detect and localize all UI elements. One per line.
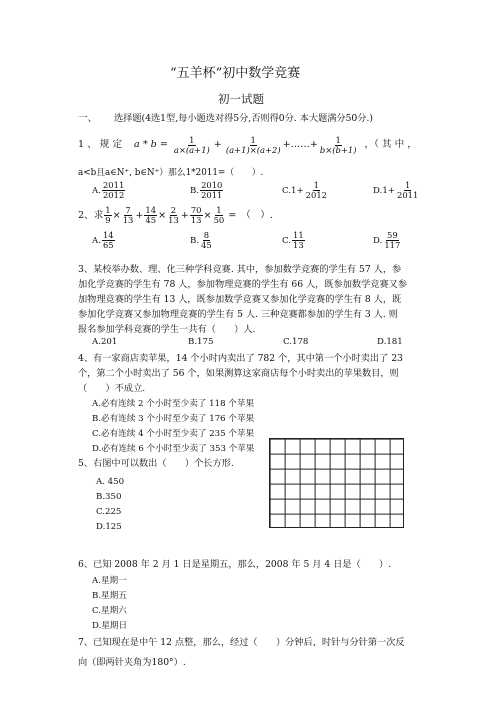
q4-option-c: C.必有连续 4 个小时至少卖了 235 个苹果: [92, 429, 255, 439]
q5-option-d: D.125: [96, 522, 122, 532]
q6-option-b: B.星期五: [92, 591, 127, 601]
q1-option-a: A. $\frac{2011}{2012}$: [92, 180, 125, 200]
q4-options: [92, 397, 254, 457]
q2-option-b: B. $\frac{8}{45}$: [190, 230, 212, 250]
q6-option-c: C.星期六: [92, 606, 127, 616]
question-4: 4、有一家商店卖苹果，14 个小时内卖出了 782 个，其中第一个小时卖出了 23 个，第二个小时卖出了 56 个，如果测算这家商店每个小时卖出的苹果数目，则 （ ）不成立.: [78, 353, 403, 394]
q1-expr: a * b =: [134, 139, 168, 150]
question-5: 5、右图中可以数出（ ）个长方形.: [78, 458, 234, 469]
q1-fraction-2: $\frac{1}{(a+1)\times(a+2)}$: [225, 134, 281, 155]
q1-fraction-1: $\frac{1}{a\times(a+1)}$: [173, 134, 210, 155]
q2-option-a: A. $\frac{14}{65}$: [92, 230, 114, 250]
q1-condition: a<b且a∈N⁺, b∈N⁺）那么1*2011=（ ）.: [78, 168, 264, 178]
q1-lead: 1 、 规 定: [78, 139, 123, 150]
q4-option-d: D.必有连续 6 个小时至少卖了 353 个苹果: [92, 444, 255, 454]
q2-option-d: D. $\frac{59}{117}$: [373, 230, 401, 250]
q6-option-a: A.星期一: [92, 576, 127, 586]
q4-option-b: B.必有连续 3 个小时至少卖了 176 个苹果: [92, 414, 255, 424]
page-title: “五羊杯”初中数学竞赛: [170, 66, 301, 81]
q6-options: [92, 574, 127, 634]
q1-option-c: C.1+ $\frac{1}{2012}$: [282, 180, 327, 200]
q5-option-b: B.350: [96, 492, 122, 502]
q3-option-c: C.178: [283, 337, 309, 347]
question-1: 1 、 规 定 a * b = $\frac{1}{a\times(a+1)}$ + $\frac{1}{(a+1)\times(a+2)}$ +……+ $\frac{1}{b\times(b+1)}$ ，（ 其 中 ，: [78, 134, 417, 155]
page-subtitle: 初一试题: [218, 92, 264, 106]
q2-option-c: C. $\frac{11}{13}$: [282, 230, 304, 250]
question-2: 2、求 $\frac{1}{9}$ × $\frac{7}{13}$ + $\frac{14}{45}$ × $\frac{2}{13}$ + $\frac{70}{13}$ × $\frac{1}{50}$ = （ ）.: [78, 205, 273, 225]
q1-fraction-3: $\frac{1}{b\times(b+1)}$: [319, 134, 357, 155]
q5-option-c: C.225: [96, 507, 122, 517]
q3-option-b: B.175: [188, 337, 214, 347]
q3-option-a: A.201: [92, 337, 118, 347]
question-3: 3、某校举办数、理、化三种学科竞赛. 其中，参加数学竞赛的学生有 57 人，参 加化学竞赛的学生有 78 人，参加物理竞赛的学生有 66 人，既参加数学竞赛又参 加物理竞赛的学生有 13 人，既参加数学竞赛又参加化学竞赛的学生有 8 人，既 参加化学竞赛又参加物理竞赛的学生有 5 人. 三种竞赛都参加的学生有 3 人. 则 报名参加学科竞赛的学生一共有（ ）人.: [78, 264, 408, 335]
section-number: 一、: [78, 113, 98, 124]
q1-option-b: B. $\frac{2010}{2011}$: [190, 180, 223, 200]
q5-option-a: A. 450: [96, 477, 125, 487]
section-heading: 选择题(4选1型,每小题选对得5分,否则得0分. 本大题满分50分.): [114, 113, 373, 124]
q4-option-a: A.必有连续 2 个小时至少卖了 118 个苹果: [92, 399, 255, 409]
rectangle-grid-figure: [269, 438, 404, 528]
question-7-line-2: 向（即两针夹角为180°）.: [78, 657, 186, 668]
q1-option-d: D.1+ $\frac{1}{2011}$: [373, 180, 419, 200]
q5-options: [96, 475, 124, 535]
q3-option-d: D.181: [377, 337, 403, 347]
question-7-line-1: 7、已知现在是中午 12 点整，那么，经过（ ）分钟后，时针与分针第一次反: [78, 637, 405, 648]
q6-option-d: D.星期日: [92, 621, 128, 631]
question-6: 6、已知 2008 年 2 月 1 日是星期五，那么，2008 年 5 月 4 日是（ ）.: [78, 559, 392, 570]
q1-tail: ，（ 其 中 ，: [364, 139, 417, 150]
